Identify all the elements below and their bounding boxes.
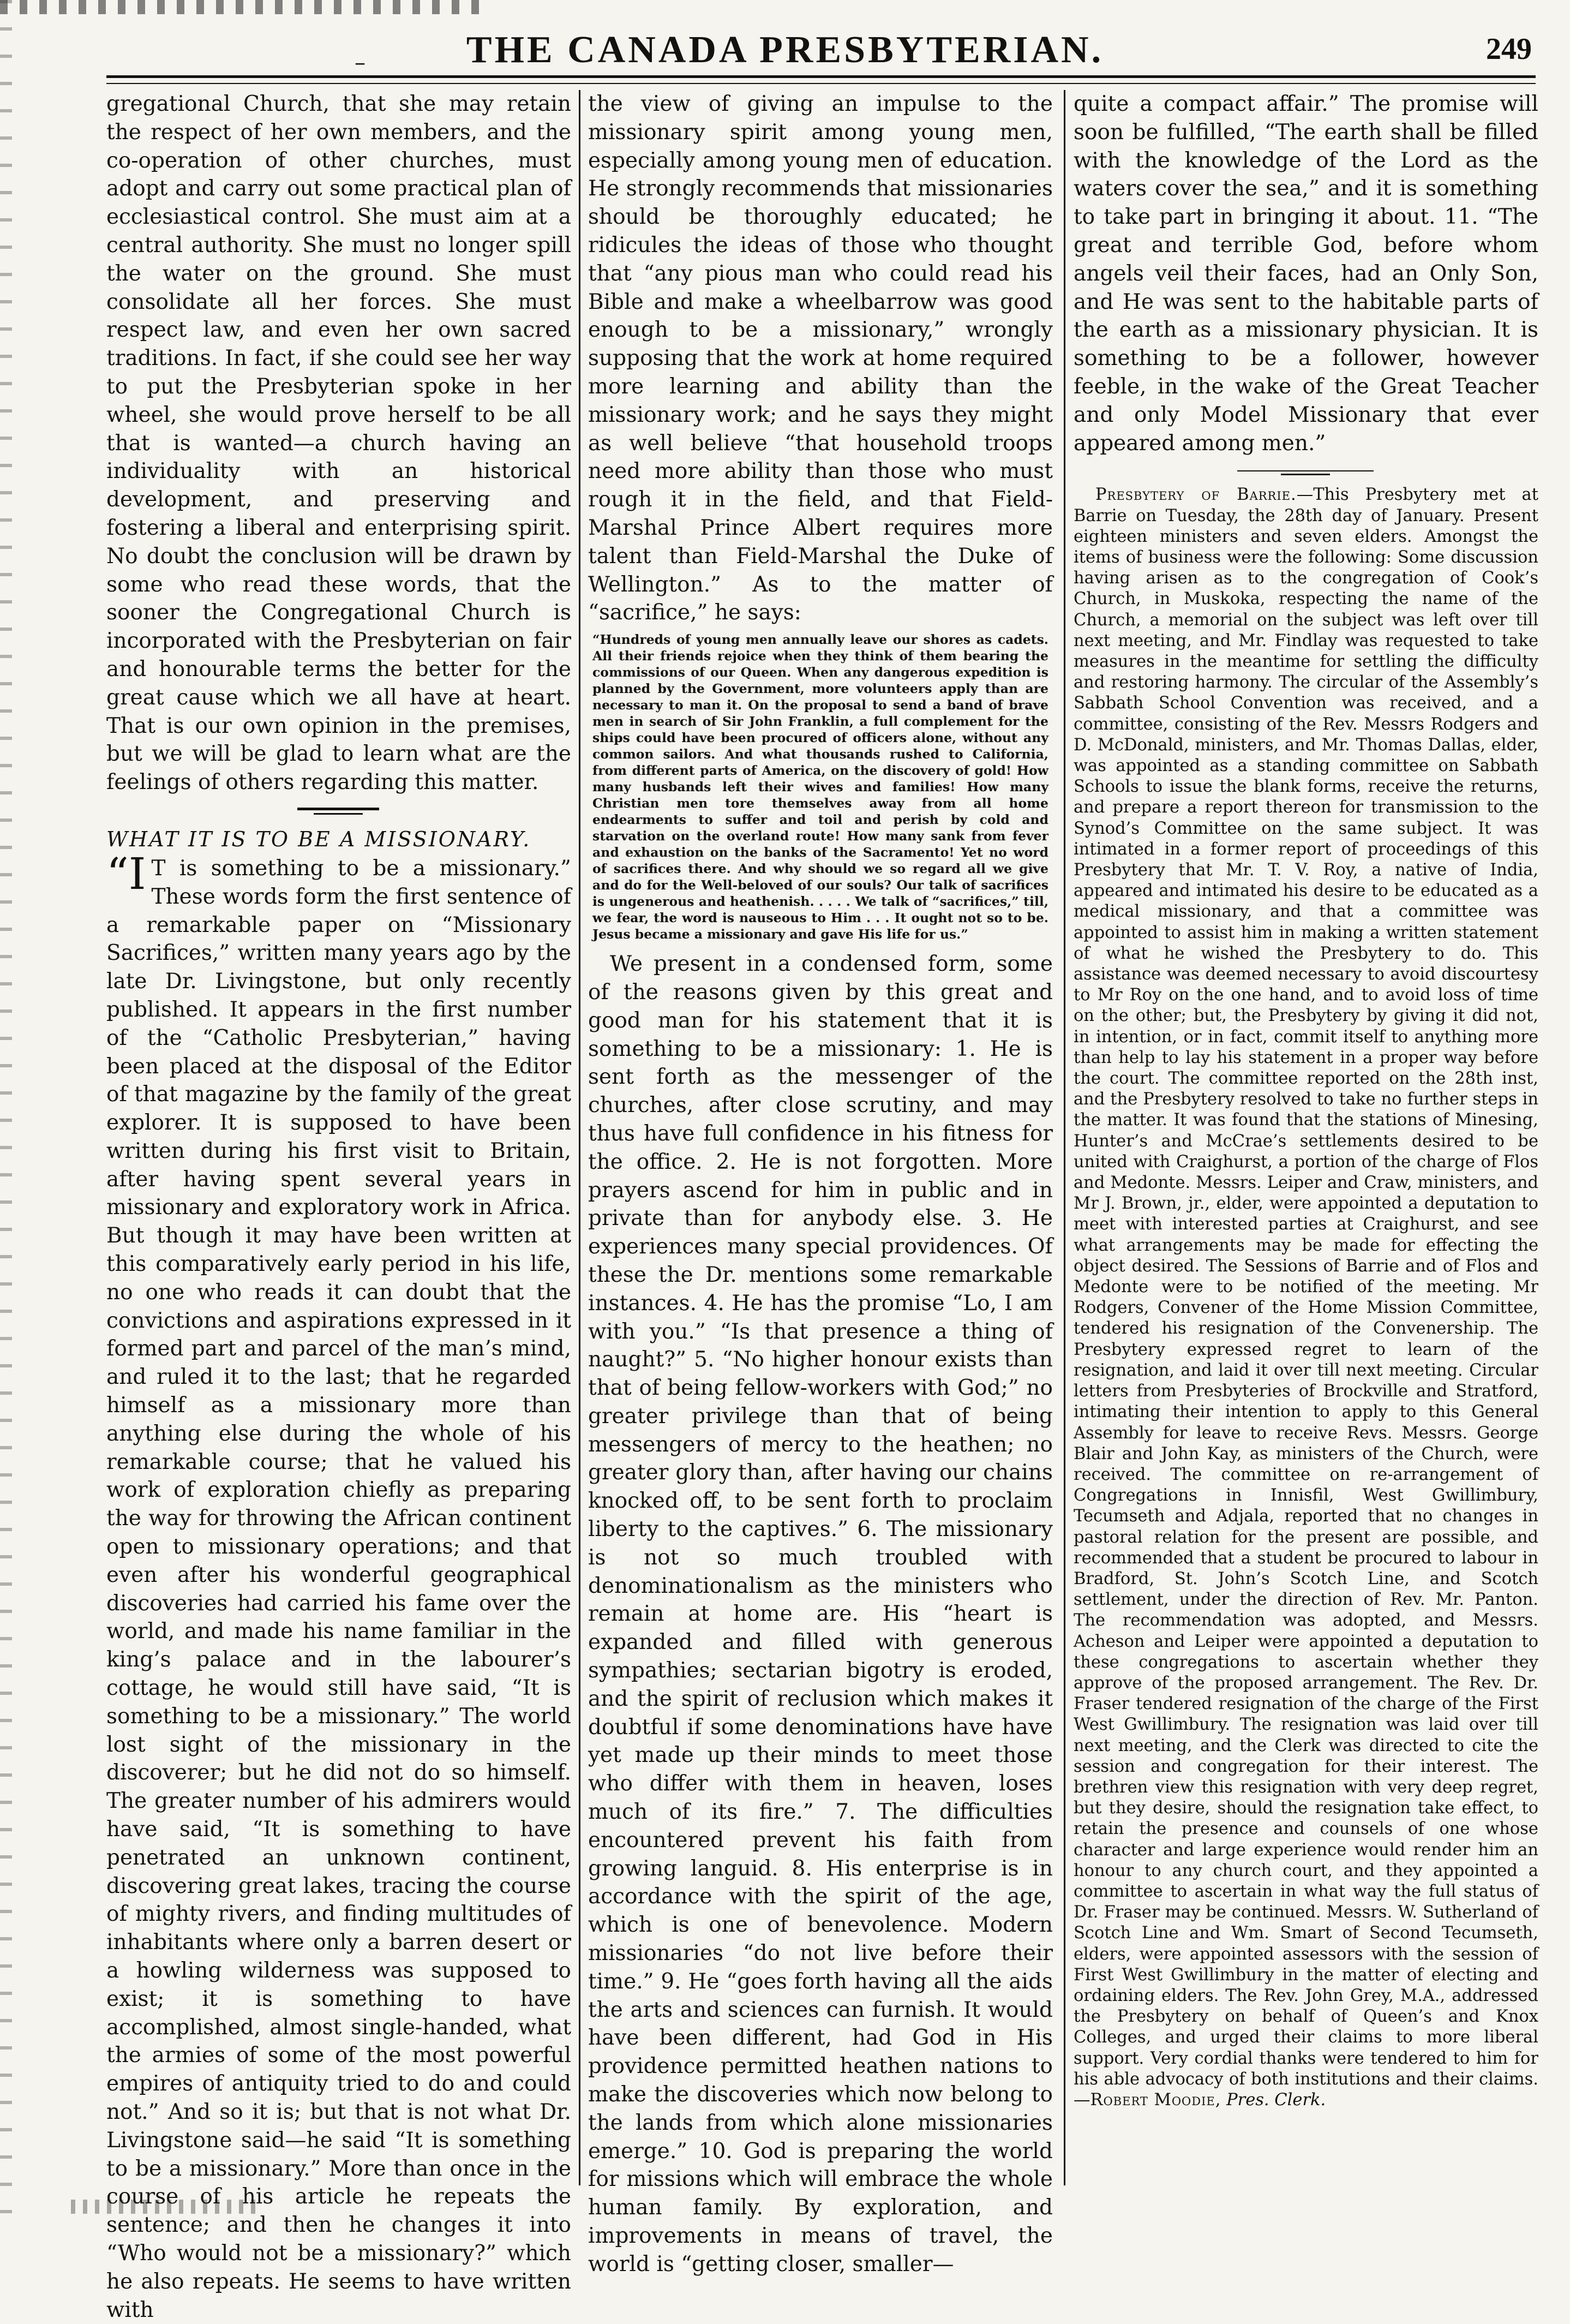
article-text: T is something to be a missionary.” These words form the first sentence of a remarkable paper on “Missionary Sacrifices,” written many years ago by the late Dr. Livingstone, but only recently published. It appears in the first number of the “Catholic Presbyterian,” having been placed at the disposal of the Editor of that magazine by the family of the great explorer. It is supposed to have been written during his first visit to Britain, after having spent several years in missionary and exploratory work in Africa. But though it may have been written at this comparatively early period in his life, no one who reads it can doubt that the convictions and aspirations expressed in it formed part and parcel of the man’s mind, and ruled it to the last; that he regarded himself as a missionary more than anything else during the whole of his remarkable course; that he valued his work of exploration chiefly as preparing the way for throwing the African continent open to missionary operations; and that even after his wonderful geographical discoveries had carried his fame over the world, and made his name familiar in the king’s palace and in the labourer’s cottage, he would still have said, “It is something to be a missionary.” The world lost sight of the missionary in the discoverer; but he did not do so himself. The greater number of his admirers would have said, “It is something to have penetrated an unknown continent, discovering great lakes, tracing the course of mighty rivers, and finding multitudes of inhabitants where only a barren desert or a howling wilderness was supposed to exist; it is something to have accomplished, almost single-handed, what the armies of some of the most powerful empires of antiquity tried to do and could not.” And so it is; but that is not what Dr. Livingstone said—he said “It is something to be a missionary.” More than once in the course of his article he repeats the sentence; and then he changes it into “Who would not be a missionary?” which he also repeats. He seems to have written with xyxy=(106,856,571,2322)
header-rule-thick xyxy=(106,75,1536,78)
article-continuation: gregational Church, that she may retain the respect of her own members, and the co-operation of other churches, must adopt and carry out some practical plan of ecclesiastical control. She must aim at a central authority. She must no longer spill the water on the ground. She must consolidate all her forces. She must respect law, and even her own sacred traditions. In fact, if she could see her way to put the Presbyterian spoke in her wheel, she would prove herself to be all that is wanted—a church having an individuality with an historical development, and preserving and fostering a liberal and enterprising spirit. No doubt the conclusion will be drawn by some who read these words, that the sooner the Congregational Church is incorporated with the Presbyterian on fair and honourable terms the better for the great cause which we all have at heart. That is our own opinion in the premises, but we will be glad to learn what are the feelings of others regarding this matter. xyxy=(106,92,571,795)
column-2 xyxy=(588,90,1053,2277)
header-rule-thin xyxy=(106,83,1536,84)
block-quote: “Hundreds of young men annually leave our shores as cadets. All their friends rejoice when they think of them bearing the commissions of our Queen. When any dangerous expedition is planned by the Government, more volunteers apply than are necessary to man it. On the proposal to send a band of brave men in search of Sir John Franklin, a full complement for the ships could have been procured of officers alone, without any common sailors. And what thousands rushed to California, from different parts of America, on the discovery of gold! How many husbands left their wives and families! How many Christian men tore themselves away from all home endearments to suffer and toil and perish by cold and starvation on the overland route! How many sank from fever and exhaustion on the banks of the Sacramento! Yet no word of sacrifices there. And why should we so regard all we give and do for the Well-beloved of our souls? Our talk of sacrifices is ungenerous and heathenish. . . . . We talk of “sacrifices,” till, we fear, the word is nauseous to Him . . . It ought not so to be. Jesus became a missionary and gave His life for us.” xyxy=(592,632,1048,942)
article-paragraph: We present in a condensed form, some of the reasons given by this great and good man for his statement that it is something to be a missionary: 1. He is sent forth as the messenger of the churches, after close scrutiny, and may thus have full confidence in his fitness for the office. 2. He is not forgotten. More prayers ascend for him in public and in private than for anybody else. 3. He experiences many special providences. Of these the Dr. mentions some remarkable instances. 4. He has the promise “Lo, I am with you.” “Is that presence a thing of naught?” 5. “No higher honour exists than that of being fellow-workers with God;” no greater privilege than that of being messengers of mercy to the heathen; no greater glory than, after having our chains knocked off, to be sent forth to proclaim liberty to the captives.” 6. The missionary is not so much troubled with denominationalism as the ministers who remain at home are. His “heart is expanded and filled with generous sympathies; sectarian bigotry is eroded, and the spirit of reclusion which makes it doubtful if some denominations have have yet made up their minds to meet those who differ with them in heaven, loses much of its fire.” 7. The difficulties encountered prevent his faith from growing languid. 8. His enterprise is in accordance with the spirit of the age, which is one of benevolence. Modern missionaries “do not live before their time.” 9. He “goes forth having all the aids the arts and sciences can furnish. It would have been different, had God in His providence permitted heathen nations to make the discoveries which now belong to the lands from which alone missionaries emerge.” 10. God is preparing the world for missions which will embrace the whole human family. By exploration, and improvements in means of travel, the world is “getting closer, smaller— xyxy=(588,952,1053,2277)
column-divider-1 xyxy=(579,90,580,2185)
column-1 xyxy=(106,90,571,2322)
scan-artifact-left xyxy=(0,0,12,2214)
column-divider-2 xyxy=(1064,90,1065,2185)
article-paragraph: quite a compact affair.” The promise will soon be fulfilled, “The earth shall be filled with the knowledge of the Lord as the waters cover the sea,” and it is something to take part in bringing it about. 11. “The great and terrible God, before whom angels veil their faces, had an Only Son, and He was sent to the habitable parts of the earth as a missionary physician. It is something to be a follower, however feeble, in the wake of the Great Teacher and only Model Missionary that ever appeared among men.” xyxy=(1074,92,1538,456)
article-body xyxy=(106,848,571,2324)
presbytery-report xyxy=(1074,485,1538,2111)
article-paragraph: the view of giving an impulse to the missionary spirit among young men, especially among young men of education. He strongly recommends that missionaries should be thoroughly educated; he ridicules the ideas of those who thought that “any pious man who could read his Bible and make a wheelbarrow was good enough to be a missionary,” wrongly supposing that the work at home required more learning and ability than the missionary work; and he says they might as well believe “that household troops need more ability than those who must rough it in the field, and that Field-Marshal Prince Albert requires more talent than Field-Marshal the Duke of Wellington.” As to the matter of “sacrifice,” he says: xyxy=(588,92,1053,625)
header-dash: – xyxy=(355,50,365,75)
column-3 xyxy=(1074,90,1538,2185)
signature-name: Robert Moodie, xyxy=(1090,2090,1221,2110)
newspaper-title: THE CANADA PRESBYTERIAN. xyxy=(466,29,1104,71)
signature-title: Pres. Clerk. xyxy=(1226,2090,1326,2110)
article-divider xyxy=(106,800,571,822)
masthead xyxy=(0,0,1570,104)
page-number: 249 xyxy=(1486,32,1532,66)
article-heading: WHAT IT IS TO BE A MISSIONARY. xyxy=(106,827,531,851)
scan-artifact-top xyxy=(0,0,491,14)
report-text: —This Presbytery met at Barrie on Tuesday, the 28th day of January. Present eighteen ministers and seven elders. Amongst the items of business were the following: Some discussion having arisen as to the congregation of Cook’s Church, in Muskoka, respecting the name of the Church, a memorial on the subject was left over till next meeting, and Mr. Findlay was requested to take measures in the meantime for settling the difficulty and restoring harmony. The circular of the Assembly’s Sabbath School Convention was received, and a committee, consisting of the Rev. Messrs Rodgers and D. McDonald, ministers, and Mr. Thomas Dallas, elder, was appointed as a standing committee on Sabbath Schools to issue the blank forms, receive the returns, and prepare a report thereon for transmission to the Synod’s Committee on the same subject. It was intimated in a former report of proceedings of this Presbytery that Mr. T. V. Roy, a native of India, appeared and intimated his desire to be educated as a medical missionary, and that a committee was appointed to assist him in making a written statement of what he wished the Presbytery to do. This assistance was deemed necessary to avoid discourtesy to Mr Roy on the one hand, and to avoid loss of time on the other; but, the Presbytery by giving it did not, in intention, or in fact, commit itself to anything more than help to lay his statement in a proper way before the court. The committee reported on the 28th inst, and the Presbytery resolved to take no further steps in the matter. It was found that the stations of Minesing, Hunter’s and McCrae’s settlements desired to be united with Craighurst, a portion of the charge of Flos and Medonte. Messrs. Leiper and Craw, ministers, and Mr J. Brown, jr., elder, were appointed a deputation to meet with interested parties at Craighurst, and see what arrangements may be made for effecting the object desired. The Sessions of Barrie and of Flos and Medonte were to be notified of the meeting. Mr Rodgers, Convener of the Home Mission Committee, tendered his resignation of the Convenership. The Presbytery expressed regret to learn of the resignation, and laid it over till next meeting. Circular letters from Presbyteries of Brockville and Stratford, intimating their intention to apply to this General Assembly for leave to receive Revs. Messrs. George Blair and John Kay, as ministers of the Church, were received. The committee on re-arrangement of Congregations in Innisfil, West Gwillimbury, Tecumseth and Adjala, reported that no changes in pastoral relation for the present are possible, and recommended that a student be procured to labour in Bradford, St. John’s Scotch Line, and Scotch settlement, under the direction of Rev. Mr. Panton. The recommendation was adopted, and Messrs. Acheson and Leiper were appointed a deputation to these congregations to ascertain whether they approve of the proposed arrangement. The Rev. Dr. Fraser tendered resignation of the charge of the First West Gwillimbury. The resignation was laid over till next meeting, and the Clerk was directed to cite the session and congregation for their interest. The brethren view this resignation with very deep regret, but they desire, should the resignation take effect, to retain the presence and counsels of one whose character and large experience would render him an honour to any church court, and they appointed a committee to ascertain in what way the full status of Dr. Fraser may be continued. Messrs. W. Sutherland of Scotch Line and Wm. Smart of Second Tecumseth, elders, were appointed assessors with the session of First West Gwillimbury in the matter of electing and ordaining elders. The Rev. John Grey, M.A., addressed the Presbytery on behalf of Queen’s and Knox Colleges, and urged their claims to more liberal support. Very cordial thanks were tendered to him for his able advocacy of both institutions and their claims.— xyxy=(1074,485,1539,2110)
report-lead: Presbytery of Barrie. xyxy=(1095,485,1297,505)
section-divider xyxy=(1074,461,1538,482)
drop-cap: “I xyxy=(106,848,146,899)
